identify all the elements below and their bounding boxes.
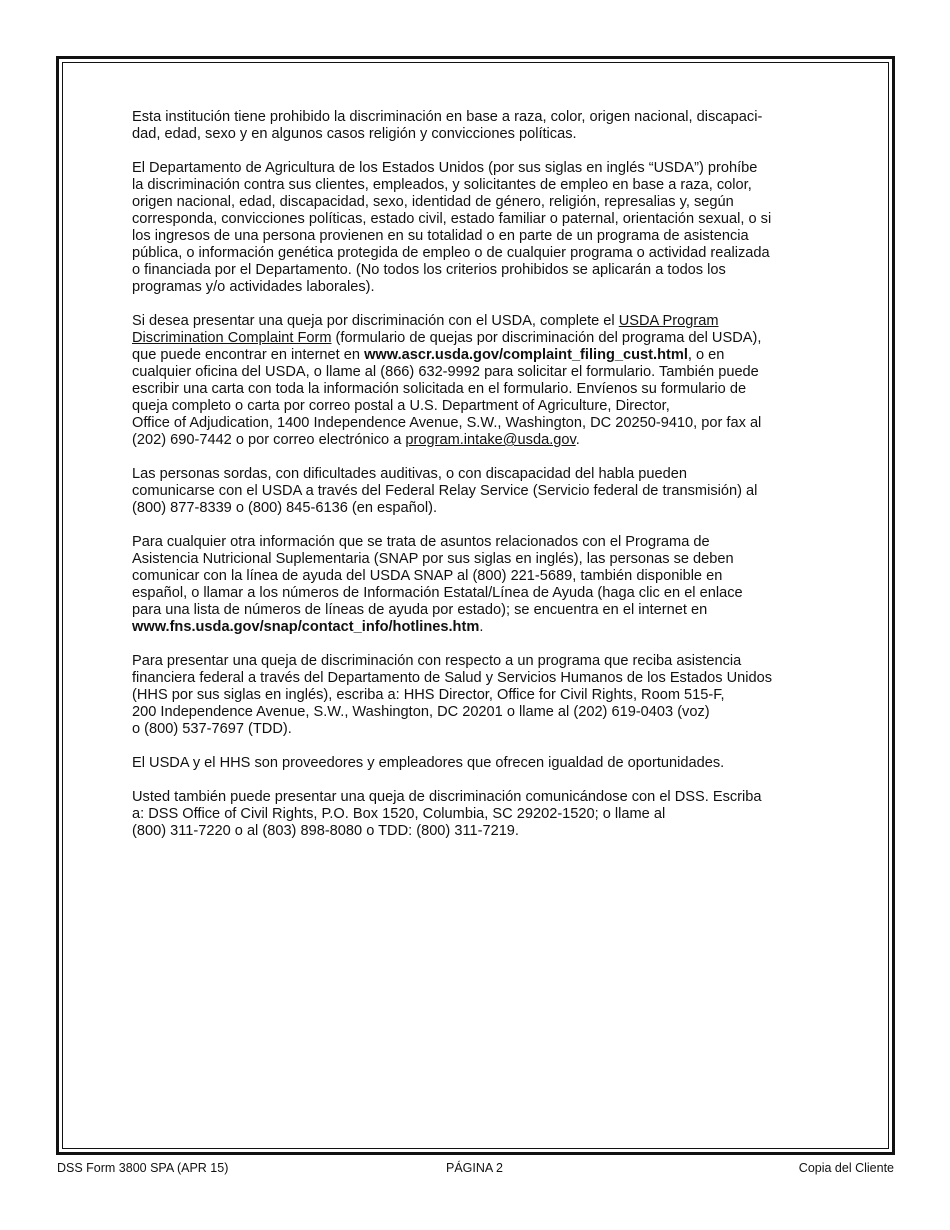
text-line: Si desea presentar una queja por discriminación con el USDA, complete el [132, 313, 619, 329]
form-identifier: DSS Form 3800 SPA (APR 15) [57, 1161, 229, 1175]
text-line: . [479, 619, 484, 635]
complaint-form-link[interactable]: USDA Program [618, 313, 719, 329]
text-line: queja completo o carta por correo postal a U.S. Department of Agriculture, Director, [132, 398, 670, 414]
text-line: (202) 690-7442 o por correo electrónico a [132, 432, 406, 448]
text-line: Para presentar una queja de discriminación con respecto a un programa que reciba asistencia [132, 653, 742, 669]
text-line: origen nacional, edad, discapacidad, sexo, identidad de género, religión, represalias y, según [132, 194, 734, 210]
paragraph-usda-policy [132, 160, 832, 296]
paragraph-usda-complaint [132, 313, 832, 449]
text-line: para una lista de números de líneas de ayuda por estado); se encuentra en el internet en [132, 602, 708, 618]
text-line: la discriminación contra sus clientes, empleados, y solicitantes de empleo en base a raza, color, [132, 177, 752, 193]
text-line: El USDA y el HHS son proveedores y empleadores que ofrecen igualdad de oportunidades. [132, 755, 725, 771]
paragraph-hhs-complaint [132, 653, 832, 738]
email-link[interactable]: program.intake@usda.gov [405, 432, 576, 448]
paragraph-equal-opportunity [132, 755, 832, 772]
text-line: 200 Independence Avenue, S.W., Washington, DC 20201 o llame al (202) 619-0403 (voz) [132, 704, 710, 720]
paragraph-dss-complaint [132, 789, 832, 840]
text-line: (HHS por sus siglas en inglés), escriba a: HHS Director, Office for Civil Rights, Room 515-F, [132, 687, 725, 703]
text-line: escribir una carta con toda la información solicitada en el formulario. Envíenos su formulario de [132, 381, 747, 397]
text-line: cualquier oficina del USDA, o llame al (866) 632-9992 para solicitar el formulario. También puede [132, 364, 759, 380]
text-line: que puede encontrar en internet en [132, 347, 365, 363]
text-line: corresponda, convicciones políticas, estado civil, estado familiar o paternal, orientación sexual, o si [132, 211, 772, 227]
text-line: (800) 311-7220 o al (803) 898-8080 o TDD: (800) 311-7219. [132, 823, 519, 839]
text-line: Para cualquier otra información que se trata de asuntos relacionados con el Programa de [132, 534, 710, 550]
text-line: Las personas sordas, con dificultades auditivas, o con discapacidad del habla pueden [132, 466, 687, 482]
text-line: español, o llamar a los números de Información Estatal/Línea de Ayuda (haga clic en el enlace [132, 585, 743, 601]
text-line: programas y/o actividades laborales). [132, 279, 375, 295]
text-line: (formulario de quejas por discriminación del programa del USDA), [331, 330, 762, 346]
paragraph-relay-service [132, 466, 832, 517]
text-line: comunicar con la línea de ayuda del USDA SNAP al (800) 221-5689, también disponible en [132, 568, 723, 584]
text-line: a: DSS Office of Civil Rights, P.O. Box 1520, Columbia, SC 29202-1520; o llame al [132, 806, 666, 822]
text-line: dad, edad, sexo y en algunos casos religión y convicciones políticas. [132, 126, 577, 142]
snap-hotlines-url[interactable]: www.fns.usda.gov/snap/contact_info/hotlines.htm [132, 619, 480, 635]
text-line: financiera federal a través del Departamento de Salud y Servicios Humanos de los Estados Unidos [132, 670, 773, 686]
text-line: El Departamento de Agricultura de los Estados Unidos (por sus siglas en inglés “USDA”) prohíbe [132, 160, 758, 176]
complaint-form-link[interactable]: Discrimination Complaint Form [132, 330, 332, 346]
text-line: pública, o información genética protegida de empleo o de cualquier programa o actividad realizada [132, 245, 770, 261]
document-body [132, 109, 832, 857]
text-line: Office of Adjudication, 1400 Independence Avenue, S.W., Washington, DC 20250-9410, por fax al [132, 415, 762, 431]
paragraph-nondiscrimination [132, 109, 832, 143]
text-line: . [575, 432, 580, 448]
copy-label: Copia del Cliente [798, 1161, 894, 1175]
text-line: comunicarse con el USDA a través del Federal Relay Service (Servicio federal de transmisión) al [132, 483, 758, 499]
text-line: Esta institución tiene prohibido la discriminación en base a raza, color, origen nacional, discapaci- [132, 109, 763, 125]
text-line: , o en [687, 347, 725, 363]
text-line: o financiada por el Departamento. (No todos los criterios prohibidos se aplicarán a todos los [132, 262, 726, 278]
text-line: o (800) 537-7697 (TDD). [132, 721, 292, 737]
page-number: PÁGINA 2 [446, 1161, 503, 1175]
text-line: Usted también puede presentar una queja de discriminación comunicándose con el DSS. Escriba [132, 789, 762, 805]
text-line: Asistencia Nutricional Suplementaria (SNAP por sus siglas en inglés), las personas se deben [132, 551, 734, 567]
ascr-url[interactable]: www.ascr.usda.gov/complaint_filing_cust.html [364, 347, 688, 363]
text-line: los ingresos de una persona provienen en su totalidad o en parte de un programa de asistencia [132, 228, 749, 244]
paragraph-snap-info [132, 534, 832, 636]
text-line: (800) 877-8339 o (800) 845-6136 (en español). [132, 500, 438, 516]
